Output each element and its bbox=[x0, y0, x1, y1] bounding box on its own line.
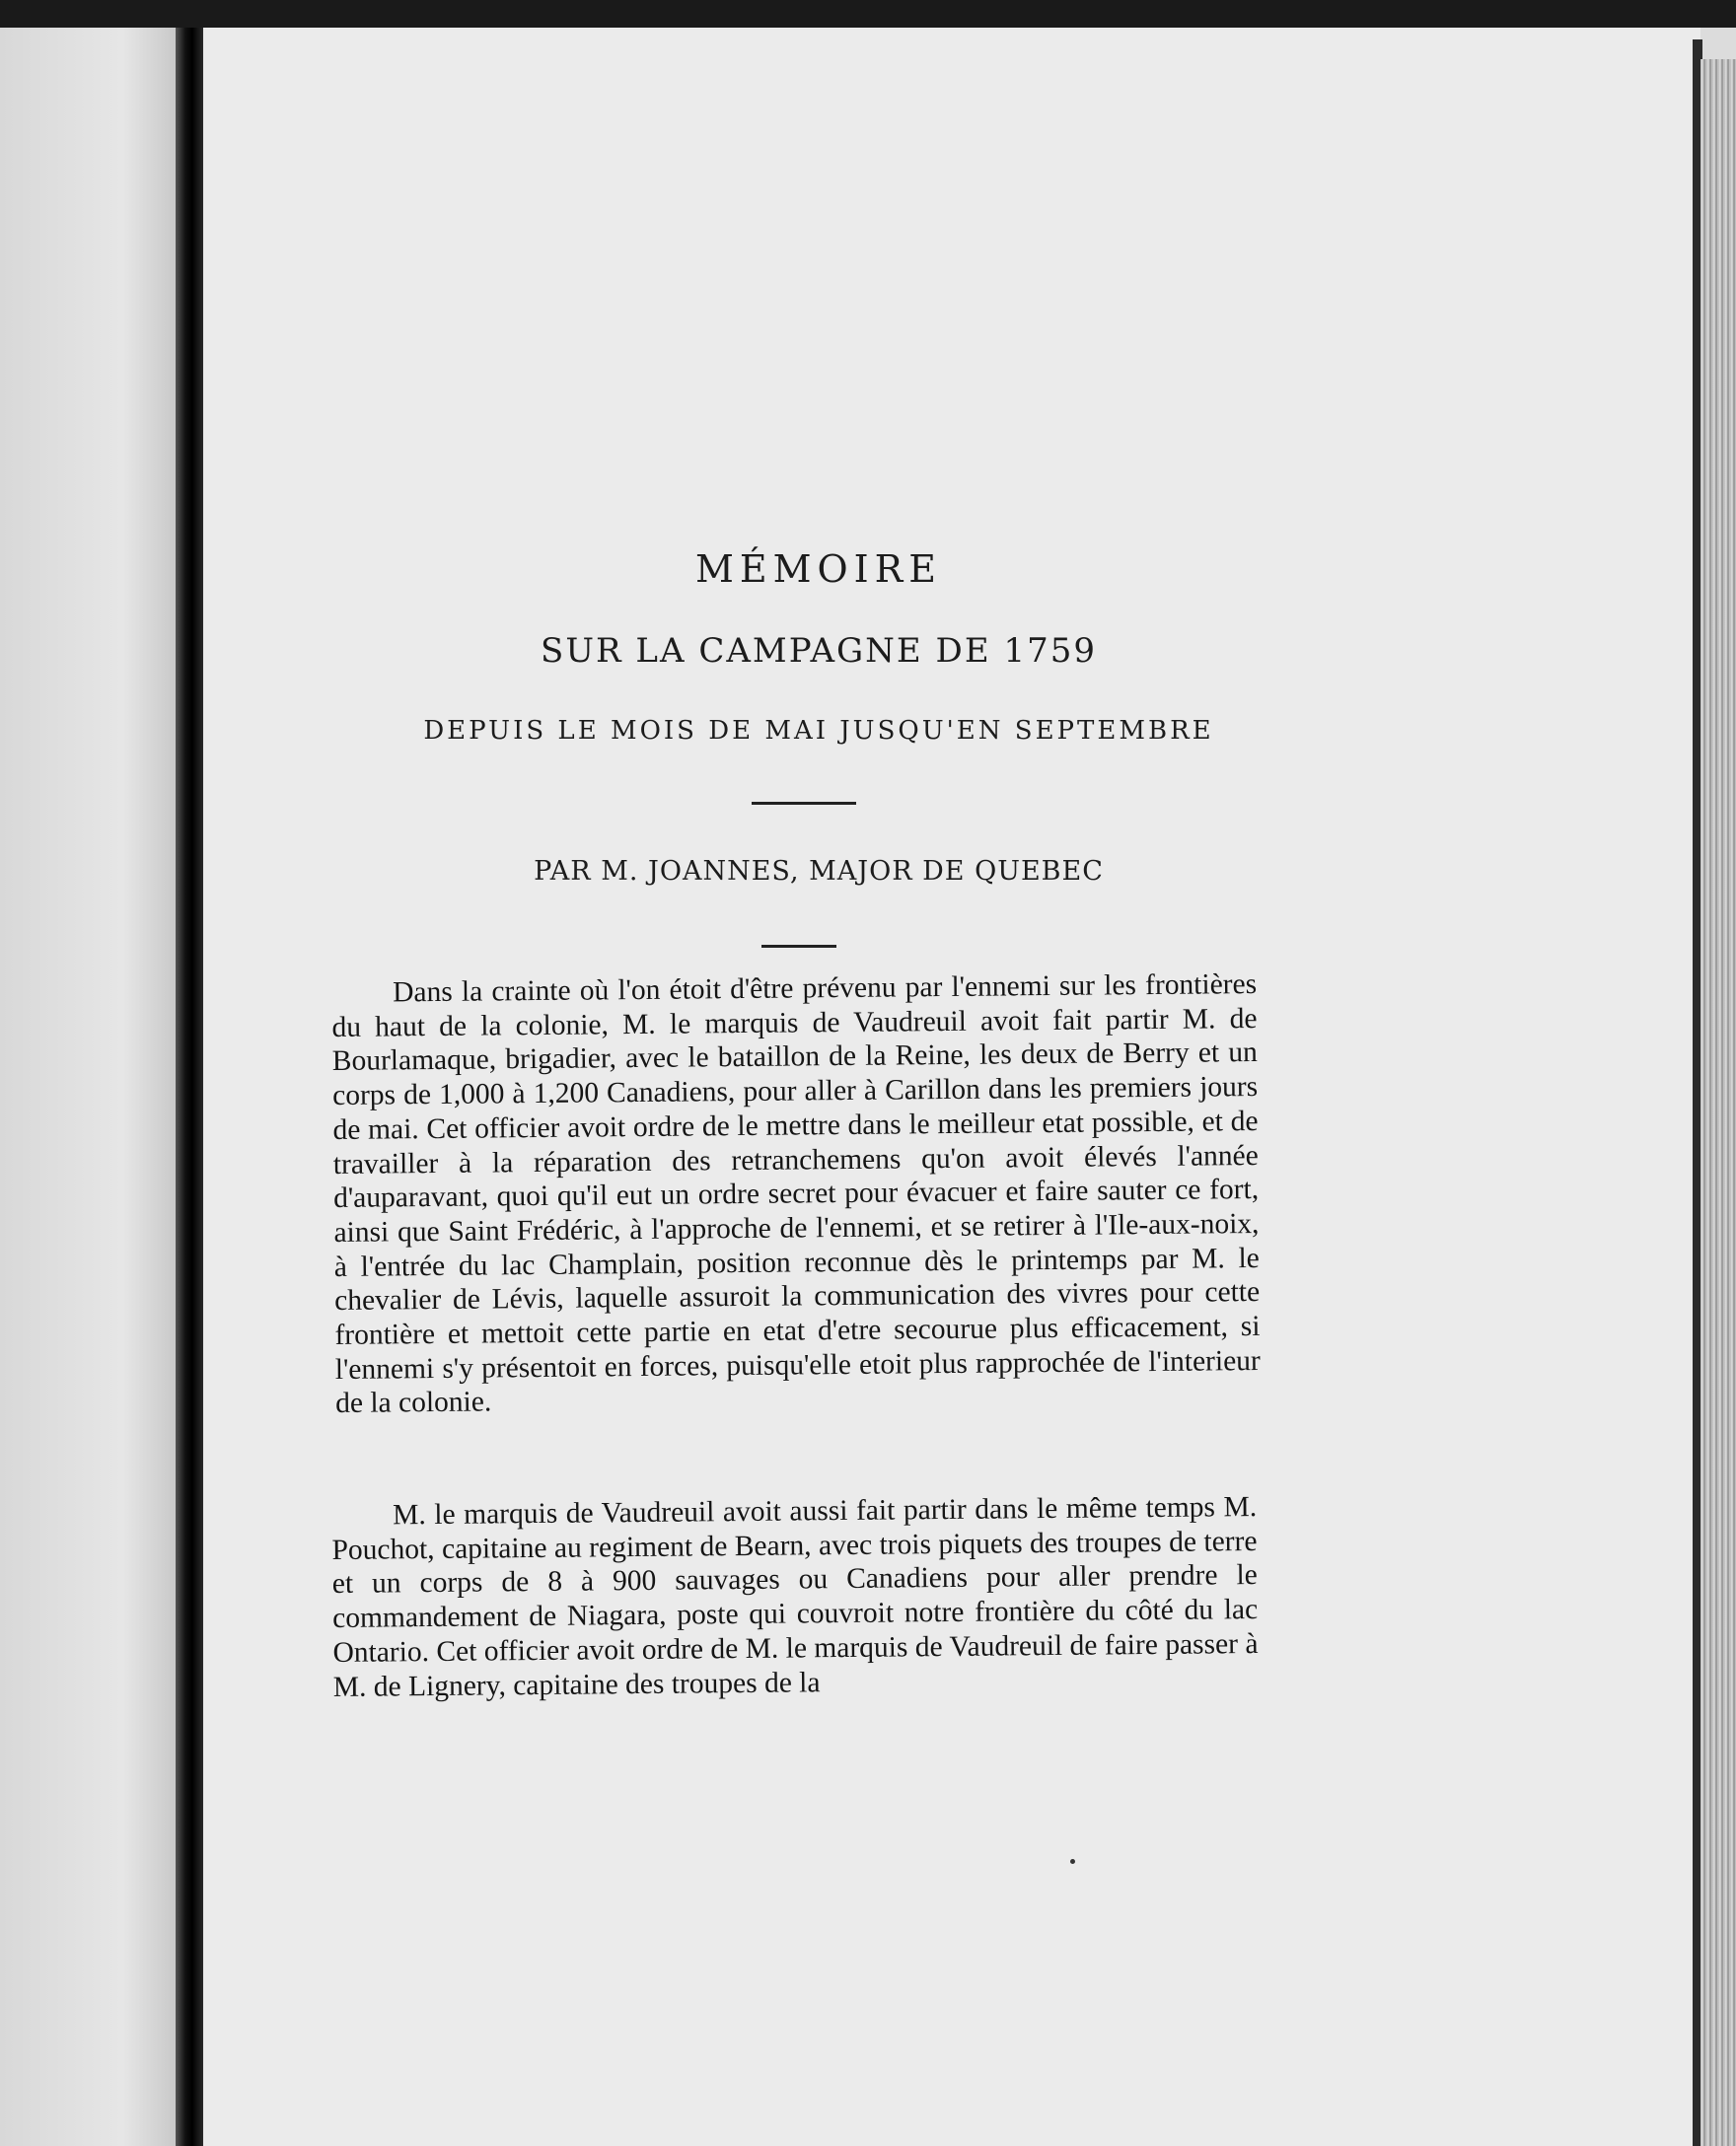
document-subtitle: SUR LA CAMPAGNE DE 1759 bbox=[541, 631, 1097, 671]
divider-rule bbox=[761, 945, 836, 948]
body-paragraph: Dans la crainte où l'on étoit d'être prévenu par l'ennemi sur les frontières du haut de la colonie, M. le marquis de Vaudreuil avoit fait partir M. de Bourlamaque, brigadier, avec le bataillon de la Reine, les deux de Berry et un corps de 1,000 à 1,200 Canadiens, pour aller à Carillon dans les premiers jours de mai. Cet officier avoit ordre de le mettre dans le meilleur etat possible, et de travailler à la réparation des retranchemens qu'on avoit élevés l'année d'auparavant, quoi qu'il eut un ordre secret pour évacuer et faire sauter ce fort, ainsi que Saint Frédéric, à l'approche de l'ennemi, et se retirer à l'Ile-aux-noix, à l'entrée du lac Champlain, position reconnue dès le printemps par M. le chevalier de Lévis, laquelle assuroit la communication des vivres pour cette frontière et mettoit cette partie en etat d'etre secourue plus efficacement, si l'ennemi s'y présentoit en forces, puisqu'elle etoit plus rapprochée de l'interieur de la colonie. bbox=[331, 967, 1261, 1420]
body-paragraph: M. le marquis de Vaudreuil avoit aussi fait partir dans le même temps M. Pouchot, capitaine au regiment de Bearn, avec trois piquets des troupes de terre et un corps de 8 à 900 sauvages ou Canadiens pour aller prendre le commandement de Niagara, poste qui couvroit notre frontière du côté du lac Ontario. Cet officier avoit ordre de M. le marquis de Vaudreuil de faire passer à M. de Lignery, capitaine des troupes de la bbox=[331, 1490, 1259, 1703]
page-speck bbox=[1070, 1859, 1075, 1864]
author-line: PAR M. JOANNES, MAJOR DE QUEBEC bbox=[534, 856, 1104, 887]
document-subtitle-dates: DEPUIS LE MOIS DE MAI JUSQU'EN SEPTEMBRE bbox=[423, 716, 1214, 746]
left-page-edge bbox=[0, 28, 176, 2146]
scan-top-border bbox=[0, 0, 1736, 28]
page-stack-edge bbox=[1700, 59, 1736, 2146]
divider-rule bbox=[752, 802, 856, 805]
book-gutter bbox=[176, 28, 203, 2146]
document-title: MÉMOIRE bbox=[694, 547, 943, 591]
